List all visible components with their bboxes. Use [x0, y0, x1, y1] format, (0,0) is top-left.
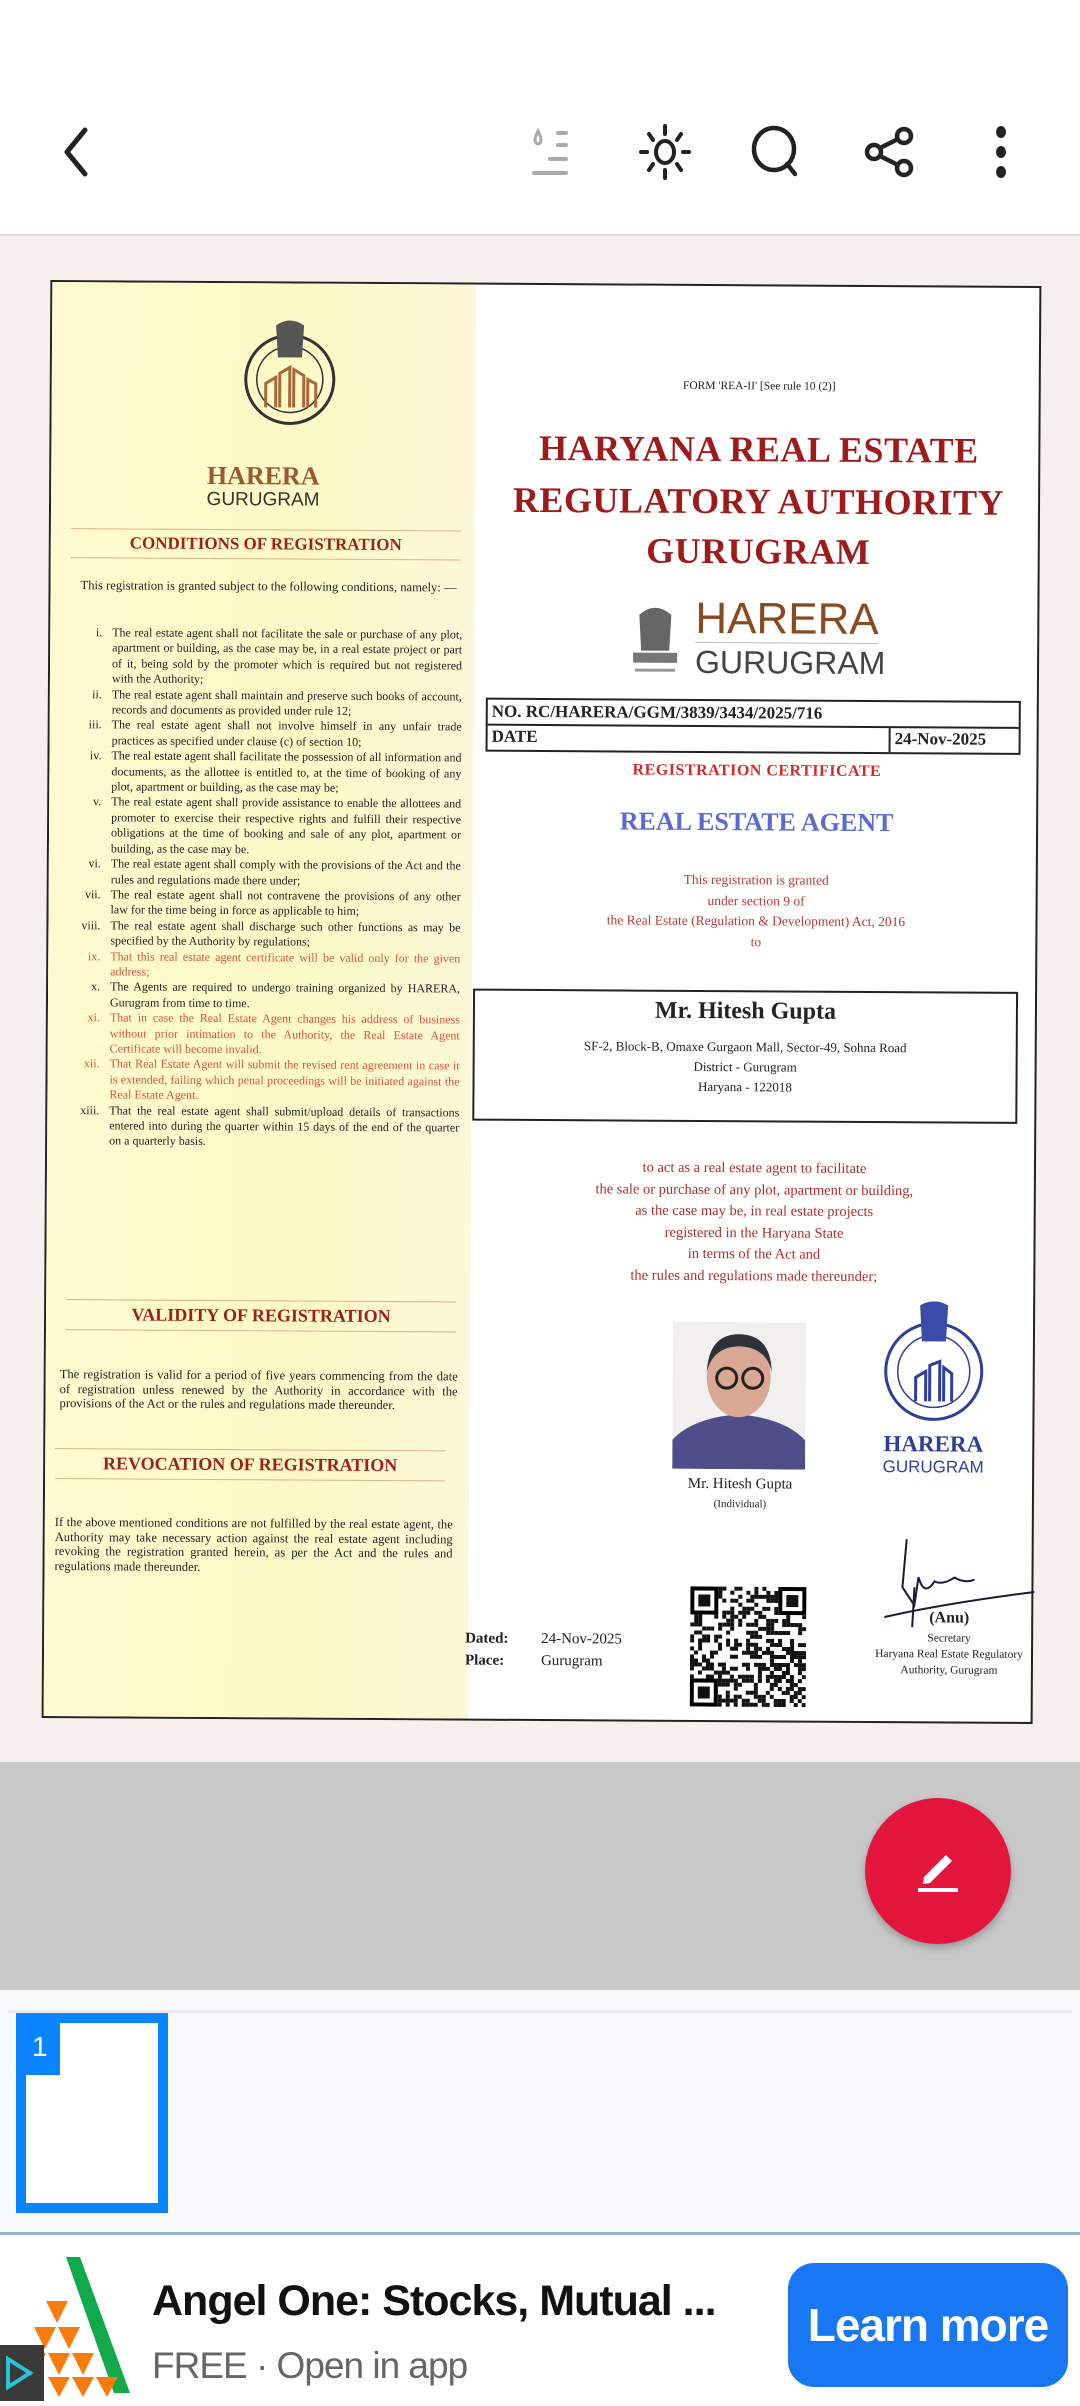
condition-text: That this real estate agent certificate will be valid only for the given address;	[110, 948, 461, 979]
granted-line: to	[750, 933, 762, 949]
condition-number: xii.	[83, 1056, 100, 1071]
brightness-icon[interactable]	[635, 122, 695, 182]
conditions-heading: CONDITIONS OF REGISTRATION	[71, 528, 461, 560]
condition-text: The real estate agent shall maintain and preserve such books of account, records and documents as provided under rule 12;	[111, 686, 462, 718]
thumbnail-page-1[interactable]	[16, 2013, 168, 2213]
logo-subtitle: GURUGRAM	[206, 488, 320, 511]
emblem-icon	[625, 601, 686, 684]
revocation-heading: REVOCATION OF REGISTRATION	[55, 1448, 445, 1481]
ad-subtitle: FREE · Open in app	[152, 2345, 468, 2386]
signatory-name: (Anu)	[929, 1609, 970, 1627]
back-icon[interactable]	[45, 122, 105, 182]
certificate-title: REGISTRATION CERTIFICATE	[632, 761, 882, 781]
address-line: Haryana - 122018	[698, 1078, 792, 1095]
harera-logo-title: HARERA	[695, 593, 879, 645]
condition-item	[90, 625, 462, 689]
registration-number: NO. RC/HARERA/GGM/3839/3434/2025/716	[488, 700, 1019, 729]
page-number-badge: 1	[26, 2023, 60, 2075]
condition-number: iv.	[89, 748, 102, 763]
date-value: 24-Nov-2025	[889, 728, 1019, 753]
condition-text: The Agents are required to undergo training organized by HARERA, Gurugram from time to time.	[109, 979, 461, 1010]
condition-item	[80, 1102, 460, 1151]
condition-item	[88, 980, 460, 1013]
certificate-type: REAL ESTATE AGENT	[619, 806, 894, 838]
condition-number: i.	[95, 625, 103, 640]
revocation-text: If the above mentioned conditions are not fulfilled by the real estate agent, the Authority may take necessary action against the real estate agent including revoking the registration granted herein, as per the Act and the rules and regulations made thereunder.	[54, 1515, 453, 1574]
condition-number: vii.	[84, 887, 101, 902]
act-line: the sale or purchase of any plot, apartment or building,	[595, 1180, 914, 1199]
dated-label: Dated:	[465, 1630, 509, 1647]
condition-item	[84, 887, 461, 920]
ad-choices-icon[interactable]	[0, 2345, 44, 2401]
photo-caption-name: Mr. Hitesh Gupta	[687, 1475, 793, 1493]
signatory-org: Authority, Gurugram	[900, 1664, 998, 1677]
share-icon[interactable]	[860, 122, 920, 182]
condition-number: iii.	[88, 717, 102, 732]
condition-text: The real estate agent shall comply with the provisions of the Act and the rules and regulations made there under;	[110, 856, 461, 888]
granted-line: under section 9 of	[707, 892, 805, 909]
dated-place	[465, 1628, 622, 1673]
learn-more-button[interactable]: Learn more	[788, 2263, 1068, 2387]
condition-text: The real estate agent shall not involve himself in any unfair trade practices as specified under clause (c) of section 10;	[111, 717, 462, 749]
validity-text: The registration is valid for a period of five years commencing from the date of registration unless renewed by the Authority in accordance with the provisions of the Act or the rules and regulations made thereunder.	[59, 1367, 458, 1413]
agent-details-box	[472, 989, 1018, 1124]
edit-button[interactable]	[865, 1798, 1011, 1944]
condition-text: That the real estate agent shall submit/upload details of transactions entered into during the quarter within 15 days of the end of the quarter on a quarterly basis.	[109, 1102, 460, 1149]
condition-number: ix.	[87, 948, 101, 963]
authority-title-1: HARYANA REAL ESTATE	[538, 427, 979, 471]
seal-subtitle: GURUGRAM	[882, 1457, 984, 1477]
condition-item	[89, 795, 461, 859]
place-value: Gurugram	[540, 1653, 603, 1670]
act-line: registered in the Haryana State	[664, 1224, 844, 1242]
qr-code	[690, 1586, 807, 1708]
act-line: as the case may be, in real estate projects	[635, 1202, 874, 1221]
granted-text	[472, 869, 1039, 954]
search-icon[interactable]	[747, 122, 807, 182]
date-label: DATE	[491, 726, 538, 746]
condition-text: The real estate agent shall not facilitate the sale or purchase of any plot, apartment or building, as the case may be, in a real estate project or part of it, being sold by the promoter which is required but not registered with the Authority;	[111, 625, 463, 687]
form-reference: FORM 'REA-II' [See rule 10 (2)]	[682, 379, 836, 393]
authority-title-3: GURUGRAM	[646, 530, 871, 572]
condition-number: vi.	[88, 856, 101, 871]
condition-text: That in case the Real Estate Agent changes his address of business without prior intimation to the Authority, the Real Estate Agent Certificate will become invalid.	[109, 1010, 460, 1057]
address-line: District - Gurugram	[693, 1058, 797, 1075]
agent-name: Mr. Hitesh Gupta	[654, 997, 837, 1025]
signatory-org: Haryana Real Estate Regulatory	[875, 1648, 1023, 1661]
condition-number: xi.	[87, 1010, 100, 1025]
condition-number: viii.	[81, 917, 101, 933]
condition-item	[88, 1010, 460, 1058]
act-line: the rules and regulations made thereunder;	[630, 1267, 878, 1285]
ad-title[interactable]: Angel One: Stocks, Mutual ...	[152, 2277, 716, 2325]
authorization-text	[470, 1157, 1038, 1289]
signatory-title: Secretary	[927, 1632, 971, 1645]
reading-mode-icon[interactable]	[523, 122, 583, 182]
conditions-panel	[44, 282, 477, 1719]
agent-address	[474, 1036, 1015, 1099]
conditions-list	[80, 625, 463, 1151]
condition-number: xiii.	[80, 1102, 100, 1117]
condition-text: The real estate agent shall not contravene the provisions of any other law for the time being in force as applicable to him;	[110, 887, 461, 919]
harera-seal-logo	[235, 317, 344, 433]
place-label: Place:	[464, 1652, 505, 1669]
harera-logo-subtitle: GURUGRAM	[694, 643, 886, 682]
seal-title: HARERA	[883, 1431, 984, 1457]
address-line: SF-2, Block-B, Omaxe Gurgaon Mall, Sector-49, Sohna Road	[583, 1038, 907, 1056]
condition-item	[89, 856, 461, 889]
condition-text: That Real Estate Agent will submit the revised rent agreement in case it is extended, failing which penal proceedings will be initiated against the Real Estate Agent.	[109, 1056, 460, 1103]
act-line: in terms of the Act and	[687, 1245, 821, 1263]
condition-item	[89, 748, 461, 796]
granted-line: This registration is granted	[683, 871, 829, 888]
condition-item	[81, 917, 461, 951]
condition-text: The real estate agent shall facilitate the possession of all information and documents, as the allottee is entitled to, at the time of booking of any plot, apartment or building, as the case may be;	[111, 748, 462, 795]
dated-value: 24-Nov-2025	[541, 1631, 622, 1648]
ad-banner[interactable]	[0, 2232, 1080, 2400]
validity-heading: VALIDITY OF REGISTRATION	[66, 1299, 456, 1332]
condition-item	[88, 949, 460, 982]
agent-photo	[672, 1322, 806, 1470]
act-line: to act as a real estate agent to facilitate	[642, 1159, 867, 1177]
thumbnail-strip	[0, 1990, 1080, 2232]
top-toolbar	[0, 0, 1080, 236]
signatory-details	[844, 1630, 1054, 1679]
logo-title: HARERA	[206, 460, 320, 491]
registration-number-box	[486, 698, 1021, 755]
condition-number: v.	[92, 794, 102, 809]
granted-line: the Real Estate (Regulation & Development) Act, 2016	[606, 912, 906, 930]
condition-number: ii.	[92, 686, 102, 701]
edit-icon	[910, 1841, 966, 1902]
conditions-intro: This registration is granted subject to the following conditions, namely: —	[80, 578, 457, 595]
condition-number: x.	[91, 979, 101, 994]
condition-item	[90, 718, 462, 751]
photo-caption-type: (Individual)	[713, 1498, 767, 1511]
condition-text: The real estate agent shall discharge such other functions as may be specified by the Authority by regulations;	[110, 918, 461, 949]
condition-item	[90, 687, 462, 720]
condition-item	[83, 1056, 460, 1105]
blue-seal-icon	[873, 1301, 994, 1437]
condition-text: The real estate agent shall provide assistance to enable the allottees and promoter to exercise their respective rights and fulfill their respective obligations at the time of booking and sale of any plot, apartment or building, as the case may be.	[110, 794, 462, 856]
authority-title-2: REGULATORY AUTHORITY	[512, 479, 1005, 523]
certificate-page	[42, 280, 1042, 1724]
more-options-icon[interactable]	[971, 122, 1031, 182]
